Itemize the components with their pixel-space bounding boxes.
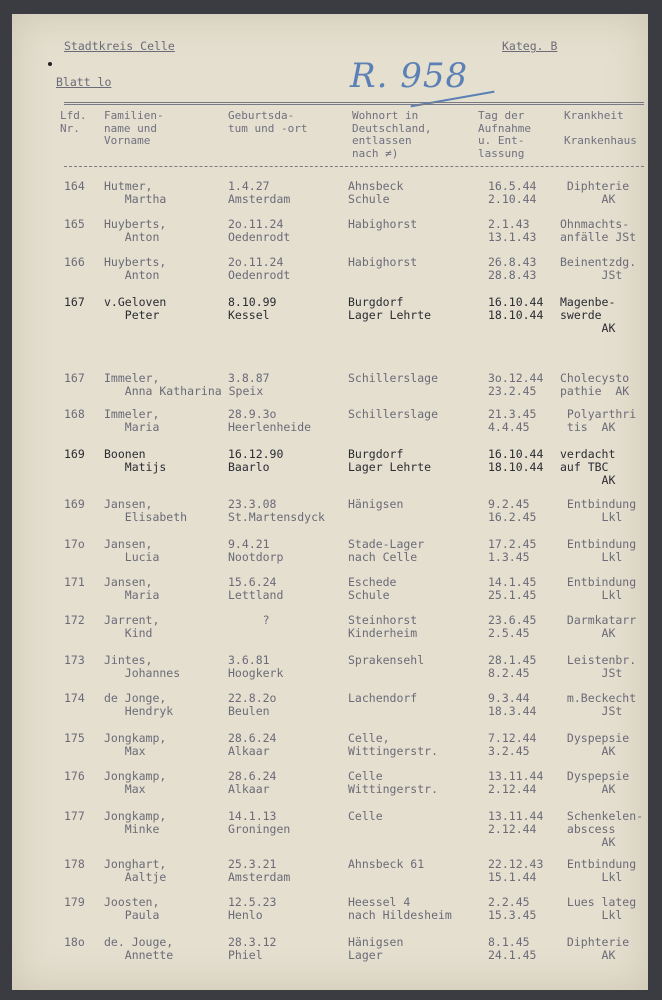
row-number: 177 [64, 809, 85, 823]
row-birth: 28.6.24 Alkaar [228, 731, 277, 758]
row-number: 168 [64, 407, 85, 421]
row-illness: Entbindung Lkl [566, 537, 637, 564]
col-header-illness: Krankheit Krankenhaus [564, 109, 637, 147]
row-illness: Darmkatarr AK [566, 613, 637, 640]
category-label: Kateg. B [502, 39, 558, 53]
row-residence: Celle, Wittingerstr. [348, 731, 439, 758]
row-name: Jonghart, Aaltje [104, 857, 167, 884]
row-dates: 2.1.43 13.1.43 [488, 217, 537, 244]
row-illness: Ohnmachts- anfälle JSt [560, 217, 637, 244]
row-residence: Eschede Schule [348, 575, 397, 602]
sheet-label: Blatt lo [56, 75, 112, 89]
row-illness: Dyspepsie AK [566, 731, 630, 758]
row-dates: 22.12.43 15.1.44 [488, 857, 544, 884]
row-name: Jansen, Elisabeth [104, 497, 188, 524]
row-residence: Celle [348, 809, 383, 823]
row-illness: Entbindung Lkl [566, 575, 637, 602]
row-dates: 2.2.45 15.3.45 [488, 895, 537, 922]
header-top-rule [64, 102, 644, 105]
row-illness: Entbindung Lkl [566, 857, 637, 884]
row-name: Jongkamp, Minke [104, 809, 167, 836]
col-header-name: Familien- name und Vorname [104, 109, 164, 147]
row-birth: 28.9.3o Heerlenheide [228, 407, 312, 434]
row-dates: 26.8.43 28.8.43 [488, 255, 537, 282]
row-name: Huyberts, Anton [104, 255, 167, 282]
row-birth: 12.5.23 Henlo [228, 895, 277, 922]
row-dates: 9.3.44 18.3.44 [488, 691, 537, 718]
row-dates: 17.2.45 1.3.45 [488, 537, 537, 564]
row-birth: 25.3.21 Amsterdam [228, 857, 291, 884]
row-illness: Polyarthri tis AK [566, 407, 637, 434]
row-name: v.Geloven Peter [104, 295, 167, 322]
row-dates: 16.10.44 18.10.44 [488, 447, 544, 474]
row-birth: ? [228, 613, 270, 627]
row-dates: 21.3.45 4.4.45 [488, 407, 537, 434]
row-birth: 28.3.12 Phiel [228, 935, 277, 962]
row-dates: 16.5.44 2.10.44 [488, 179, 537, 206]
row-birth: 1.4.27 Amsterdam [228, 179, 291, 206]
row-number: 176 [64, 769, 85, 783]
col-header-residence: Wohnort in Deutschland, entlassen nach ≠) [352, 109, 432, 160]
row-residence: Hänigsen Lager [348, 935, 404, 962]
row-name: Huyberts, Anton [104, 217, 167, 244]
row-birth: 9.4.21 Nootdorp [228, 537, 284, 564]
row-dates: 28.1.45 8.2.45 [488, 653, 537, 680]
row-illness: m.Beckecht JSt [566, 691, 637, 718]
row-name: de Jonge, Hendryk [104, 691, 174, 718]
row-number: 166 [64, 255, 85, 269]
row-dates: 7.12.44 3.2.45 [488, 731, 537, 758]
row-number: 167 [64, 295, 85, 309]
row-number: 178 [64, 857, 85, 871]
row-residence: Schillerslage [348, 371, 439, 385]
row-residence: Lachendorf [348, 691, 418, 705]
row-illness: Lues lateg Lkl [566, 895, 637, 922]
row-residence: Stade-Lager nach Celle [348, 537, 425, 564]
row-name: Immeler, Maria [104, 407, 160, 434]
row-illness: Beinentzdg. JSt [560, 255, 637, 282]
row-residence: Ahnsbeck 61 [348, 857, 425, 871]
document-sheet [12, 14, 648, 990]
row-illness: Diphterie AK [566, 935, 630, 962]
row-illness: Diphterie AK [566, 179, 630, 206]
row-dates: 13.11.44 2.12.44 [488, 769, 544, 796]
header-bottom-rule [64, 166, 644, 167]
row-residence: Habighorst [348, 255, 418, 269]
row-name: Jansen, Maria [104, 575, 160, 602]
row-number: 164 [64, 179, 85, 193]
row-dates: 9.2.45 16.2.45 [488, 497, 537, 524]
row-birth: 8.10.99 Kessel [228, 295, 277, 322]
row-name: Hutmer, Martha [104, 179, 167, 206]
row-residence: Burgdorf Lager Lehrte [348, 295, 432, 322]
punch-mark [48, 62, 52, 66]
row-illness: Magenbe- swerde AK [560, 295, 616, 335]
row-birth: 16.12.90 Baarlo [228, 447, 284, 474]
row-number: 179 [64, 895, 85, 909]
row-dates: 8.1.45 24.1.45 [488, 935, 537, 962]
row-number: 174 [64, 691, 85, 705]
row-birth: 23.3.08 St.Martensdyck [228, 497, 325, 524]
row-name: Jansen, Lucia [104, 537, 160, 564]
row-birth: 22.8.2o Beulen [228, 691, 277, 718]
row-number: 169 [64, 447, 85, 461]
row-dates: 13.11.44 2.12.44 [488, 809, 544, 836]
row-number: 165 [64, 217, 85, 231]
row-birth: 2o.11.24 Oedenrodt [228, 217, 291, 244]
row-number: 17o [64, 537, 85, 551]
row-illness: Dyspepsie AK [566, 769, 630, 796]
row-birth: 28.6.24 Alkaar [228, 769, 277, 796]
row-residence: Habighorst [348, 217, 418, 231]
row-illness: Cholecysto pathie AK [560, 371, 630, 398]
row-dates: 16.10.44 18.10.44 [488, 295, 544, 322]
col-header-nr: Lfd. Nr. [60, 109, 87, 135]
row-number: 167 [64, 371, 85, 385]
row-illness: verdacht auf TBC AK [560, 447, 616, 487]
col-header-birth: Geburtsda- tum und -ort [228, 109, 308, 135]
row-residence: Hänigsen [348, 497, 404, 511]
row-number: 172 [64, 613, 85, 627]
row-number: 171 [64, 575, 85, 589]
row-birth: 3.8.87 [228, 371, 270, 385]
row-residence: Burgdorf Lager Lehrte [348, 447, 432, 474]
row-illness: Schenkelen- abscess AK [566, 809, 644, 849]
row-residence: Heessel 4 nach Hildesheim [348, 895, 452, 922]
row-name: Jarrent, Kind [104, 613, 160, 640]
row-dates: 23.6.45 2.5.45 [488, 613, 537, 640]
row-residence: Ahnsbeck Schule [348, 179, 404, 206]
row-illness: Entbindung Lkl [566, 497, 637, 524]
row-dates: 3o.12.44 23.2.45 [488, 371, 544, 398]
row-name: Joosten, Paula [104, 895, 160, 922]
row-illness: Leistenbr. JSt [566, 653, 637, 680]
row-name: Jintes, Johannes [104, 653, 181, 680]
district-label: Stadtkreis Celle [64, 39, 175, 53]
row-number: 175 [64, 731, 85, 745]
row-birth: 2o.11.24 Oedenrodt [228, 255, 291, 282]
row-name: Jongkamp, Max [104, 731, 167, 758]
col-header-dates: Tag der Aufnahme u. Ent- lassung [478, 109, 531, 160]
row-residence: Schillerslage [348, 407, 439, 421]
row-birth: 14.1.13 Groningen [228, 809, 291, 836]
row-name: de. Jouge, Annette [104, 935, 174, 962]
row-birth: 3.6.81 Hoogkerk [228, 653, 284, 680]
row-number: 169 [64, 497, 85, 511]
row-number: 173 [64, 653, 85, 667]
row-residence: Steinhorst Kinderheim [348, 613, 418, 640]
row-name: Boonen Matijs [104, 447, 167, 474]
row-number: 18o [64, 935, 85, 949]
handwritten-reference: R. 958 [350, 56, 469, 96]
row-birth: 15.6.24 Lettland [228, 575, 284, 602]
row-residence: Sprakensehl [348, 653, 425, 667]
row-dates: 14.1.45 25.1.45 [488, 575, 537, 602]
row-residence: Celle Wittingerstr. [348, 769, 439, 796]
row-name: Immeler, Anna Katharina Speix [104, 371, 264, 398]
row-name: Jongkamp, Max [104, 769, 167, 796]
